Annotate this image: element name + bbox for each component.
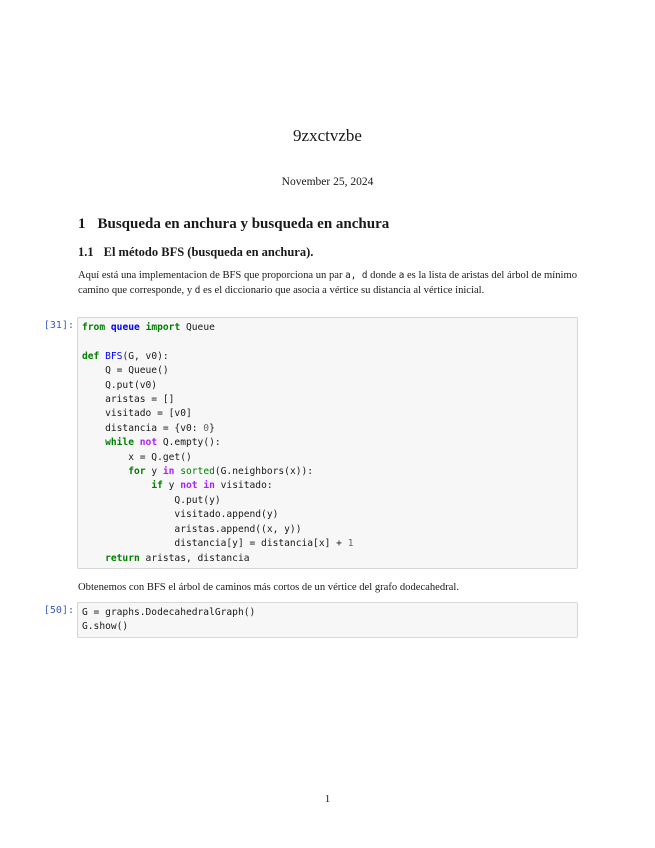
inline-code: a: [398, 270, 405, 281]
paragraph-text: Aquí está una implementacion de BFS que proporciona un par: [78, 270, 346, 281]
paragraph-text: donde: [367, 270, 399, 281]
page-number: 1: [324, 793, 331, 805]
inline-code: d: [194, 285, 201, 296]
section-heading: [78, 216, 389, 233]
cell-prompt: [50]:: [43, 605, 74, 616]
section-title: Busqueda en anchura y busqueda en anchura: [97, 216, 390, 232]
cell-prompt: [31]:: [43, 320, 74, 331]
intro-paragraph: [78, 268, 580, 298]
section-number: 1: [78, 216, 86, 232]
code-cell-bfs[interactable]: [77, 317, 578, 569]
paragraph-text: es la lista de aristas del árbol de mínimo camino que corresponde, y: [78, 270, 578, 296]
document-date: November 25, 2024: [281, 176, 374, 188]
code-block: G = graphs.DodecahedralGraph() G.show(): [82, 607, 256, 633]
result-paragraph: Obtenemos con BFS el árbol de caminos más cortos de un vértice del grafo dodecahedral.: [78, 582, 459, 593]
code-cell-graph[interactable]: [77, 602, 578, 638]
inline-code: a, d: [345, 270, 368, 281]
subsection-title: El método BFS (busqueda en anchura).: [103, 245, 314, 259]
paragraph-text: es el diccionario que asocia a vértice su distancia al vértice inicial.: [200, 285, 485, 296]
document-title: 9zxctvzbe: [293, 126, 362, 145]
code-block: from queue import Queue def BFS(G, v0): Q = Queue() Q.put(v0) aristas = [] visitado = [v0] distancia = {v0: 0} while not Q.empty(): x = Q.get() for y in sorted(G.neighbors(x)): if y not in visitado: Q.put(y) visitado.append(y) aristas.append((x, y)) distancia[y] = distancia[x] + 1 return aristas, distancia: [82, 322, 354, 564]
subsection-heading: [78, 245, 313, 260]
subsection-number: 1.1: [78, 245, 94, 259]
